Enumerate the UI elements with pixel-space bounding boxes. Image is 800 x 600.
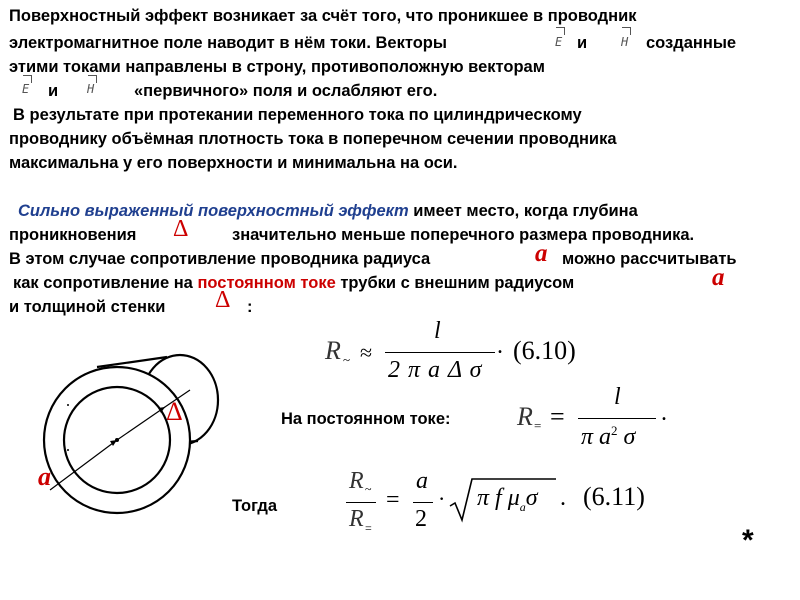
- highlight-text: Сильно выраженный поверхностный эффект: [18, 202, 409, 220]
- exponent: 2: [611, 423, 618, 438]
- text-line: :: [247, 298, 253, 316]
- text-line: В этом случае сопротивление проводника радиуса: [9, 250, 431, 268]
- approx-symbol: ≈: [360, 340, 373, 365]
- vector-h-symbol: H: [87, 82, 95, 96]
- text-line: значительно меньше поперечного размера проводника.: [232, 226, 695, 244]
- pi-a: π a: [581, 424, 612, 450]
- fraction-bar: [578, 418, 656, 419]
- text-line: этими токами направлены в строну, противоположную векторам: [9, 58, 545, 76]
- denominator-expression: [581, 423, 635, 451]
- text-line: можно рассчитывать: [562, 250, 737, 268]
- text-line: «первичного» поля и ослабляют его.: [134, 82, 438, 100]
- vector-arrow-icon: [622, 27, 631, 35]
- mu-subscript: a: [519, 499, 526, 514]
- tube-radius-label: a: [38, 462, 51, 491]
- root-expression: [477, 485, 538, 515]
- text-line: максимальна у его поверхности и минимальна на оси.: [9, 154, 458, 172]
- formula-subscript: =: [534, 418, 542, 433]
- text-line: проникновения: [9, 226, 137, 244]
- formula-period: .: [661, 400, 667, 426]
- equation-number: (6.11): [583, 482, 645, 511]
- fraction-bar: [413, 502, 433, 503]
- tube-diagram: [30, 340, 230, 540]
- text-line: и: [48, 82, 59, 100]
- delta-symbol: Δ: [215, 287, 231, 313]
- dot-symbol: ·: [438, 486, 446, 511]
- equation-number: (6.10): [513, 336, 576, 365]
- ratio-denominator-r: R: [349, 506, 364, 532]
- text-line: созданные: [646, 34, 737, 52]
- formula-subscript: =: [365, 521, 372, 535]
- text-line: Поверхностный эффект возникает за счёт того, что проникшее в проводник: [9, 7, 637, 25]
- formula-subscript: ~: [343, 352, 351, 367]
- dc-label: На постоянном токе:: [281, 410, 451, 428]
- text-line: и толщиной стенки: [9, 298, 166, 316]
- text-span: трубки с внешним радиусом: [335, 274, 575, 292]
- star-symbol: *: [742, 524, 754, 557]
- text-span: как сопротивление на: [13, 274, 198, 292]
- denominator-expression: 2 π a Δ σ: [388, 357, 482, 383]
- radius-a-symbol: a: [535, 240, 548, 267]
- numerator-a: a: [416, 468, 428, 494]
- fraction-bar: [385, 352, 495, 353]
- vector-e-symbol: E: [555, 35, 563, 49]
- ratio-numerator-r: R: [349, 468, 364, 494]
- red-highlight-text: постоянном токе: [197, 274, 336, 292]
- formula-r-symbol: R: [325, 336, 341, 365]
- text-line: В результате при протекании переменного тока по цилиндрическому: [13, 106, 582, 124]
- text-span: имеет место, когда глубина: [408, 202, 638, 220]
- fraction-bar: [346, 502, 376, 503]
- equals-symbol: =: [550, 402, 565, 431]
- sigma-symbol: σ: [525, 485, 538, 511]
- text-line: и: [577, 34, 588, 52]
- sigma-symbol: σ: [623, 424, 636, 450]
- text-line: [18, 201, 638, 221]
- formula-r-symbol: R: [517, 402, 533, 431]
- formula-period: .: [560, 485, 566, 511]
- then-label: Тогда: [232, 497, 278, 515]
- outer-radius-a-symbol: a: [712, 264, 725, 291]
- delta-symbol: Δ: [173, 216, 189, 242]
- vector-arrow-icon: [556, 27, 565, 35]
- formula-subscript: ~: [365, 482, 372, 496]
- vector-h-symbol: H: [621, 35, 629, 49]
- text-line: [13, 273, 574, 293]
- text-line: электромагнитное поле наводит в нём токи. Векторы: [9, 34, 447, 52]
- numerator-l: l: [434, 318, 441, 344]
- root-terms: π f μ: [477, 485, 520, 511]
- text-line: проводнику объёмная плотность тока в поперечном сечении проводника: [9, 130, 617, 148]
- vector-e-symbol: E: [22, 82, 30, 96]
- denominator-two: 2: [415, 506, 427, 532]
- equals-symbol: =: [386, 487, 400, 513]
- tube-delta-label: Δ: [166, 397, 183, 426]
- numerator-l: l: [614, 384, 621, 410]
- formula-period: .: [497, 333, 503, 359]
